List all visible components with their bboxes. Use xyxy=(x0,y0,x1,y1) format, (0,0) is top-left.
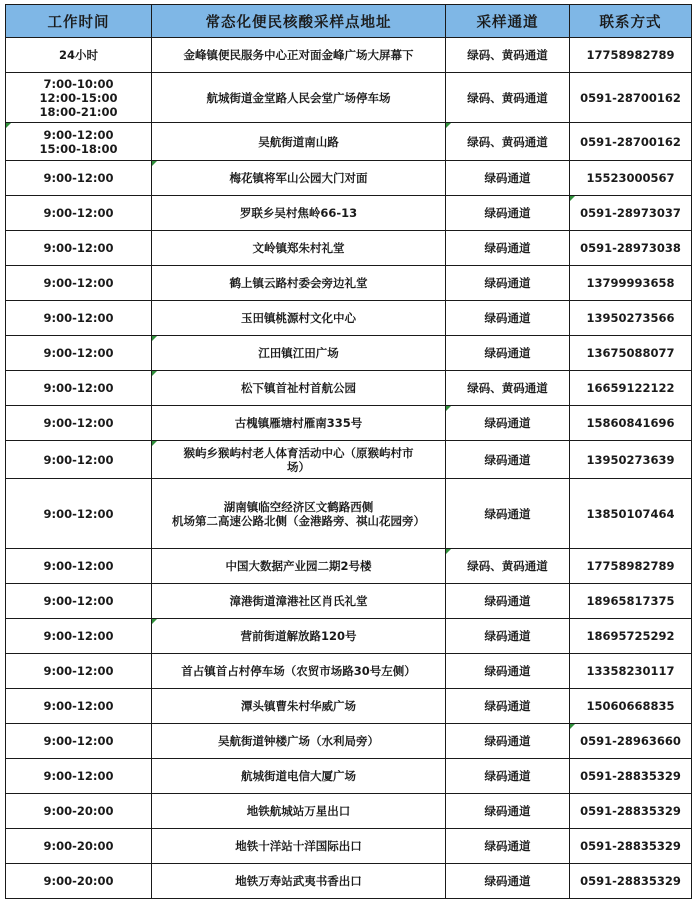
cell-channel: 绿码通道 xyxy=(446,161,570,196)
cell-time: 9:00-12:00 xyxy=(6,196,152,231)
cell-time: 7:00-10:00 12:00-15:00 18:00-21:00 xyxy=(6,73,152,123)
cell-address: 漳港街道漳港社区肖氏礼堂 xyxy=(152,584,446,619)
cell-time: 9:00-12:00 xyxy=(6,724,152,759)
cell-time: 9:00-12:00 xyxy=(6,336,152,371)
cell-phone: 0591-28973038 xyxy=(570,231,692,266)
table-row xyxy=(6,406,692,441)
table-row xyxy=(6,161,692,196)
cell-channel: 绿码通道 xyxy=(446,301,570,336)
cell-channel: 绿码通道 xyxy=(446,584,570,619)
cell-channel: 绿码、黄码通道 xyxy=(446,73,570,123)
cell-channel: 绿码、黄码通道 xyxy=(446,38,570,73)
cell-time: 24小时 xyxy=(6,38,152,73)
header-contact: 联系方式 xyxy=(570,5,692,38)
cell-phone: 0591-28973037 xyxy=(570,196,692,231)
table-body xyxy=(6,38,692,899)
cell-time: 9:00-12:00 xyxy=(6,161,152,196)
cell-channel: 绿码通道 xyxy=(446,266,570,301)
cell-address: 吴航街道钟楼广场（水利局旁） xyxy=(152,724,446,759)
cell-time: 9:00-12:00 xyxy=(6,406,152,441)
cell-address: 江田镇江田广场 xyxy=(152,336,446,371)
cell-time: 9:00-12:00 xyxy=(6,654,152,689)
cell-address: 航城街道电信大厦广场 xyxy=(152,759,446,794)
table-row xyxy=(6,336,692,371)
cell-channel: 绿码、黄码通道 xyxy=(446,549,570,584)
cell-address: 潭头镇曹朱村华威广场 xyxy=(152,689,446,724)
cell-channel: 绿码通道 xyxy=(446,724,570,759)
cell-phone: 0591-28835329 xyxy=(570,829,692,864)
table-row xyxy=(6,619,692,654)
cell-time: 9:00-12:00 15:00-18:00 xyxy=(6,123,152,161)
table-row xyxy=(6,196,692,231)
cell-phone: 15060668835 xyxy=(570,689,692,724)
cell-phone: 0591-28700162 xyxy=(570,73,692,123)
cell-channel: 绿码通道 xyxy=(446,406,570,441)
cell-time: 9:00-12:00 xyxy=(6,549,152,584)
cell-address: 猴屿乡猴屿村老人体育活动中心（原猴屿村市 场） xyxy=(152,441,446,479)
cell-channel: 绿码、黄码通道 xyxy=(446,371,570,406)
cell-time: 9:00-20:00 xyxy=(6,864,152,899)
table-row xyxy=(6,549,692,584)
header-address: 常态化便民核酸采样点地址 xyxy=(152,5,446,38)
cell-address: 地铁航城站万星出口 xyxy=(152,794,446,829)
sampling-sites-table xyxy=(5,4,692,899)
cell-phone: 13950273639 xyxy=(570,441,692,479)
cell-channel: 绿码通道 xyxy=(446,829,570,864)
table-row xyxy=(6,689,692,724)
cell-address: 文岭镇郑朱村礼堂 xyxy=(152,231,446,266)
cell-address: 金峰镇便民服务中心正对面金峰广场大屏幕下 xyxy=(152,38,446,73)
table-row xyxy=(6,864,692,899)
cell-time: 9:00-12:00 xyxy=(6,759,152,794)
cell-address: 玉田镇桃源村文化中心 xyxy=(152,301,446,336)
cell-time: 9:00-12:00 xyxy=(6,441,152,479)
cell-time: 9:00-20:00 xyxy=(6,794,152,829)
cell-phone: 18965817375 xyxy=(570,584,692,619)
cell-phone: 13950273566 xyxy=(570,301,692,336)
table-row xyxy=(6,724,692,759)
cell-channel: 绿码通道 xyxy=(446,441,570,479)
table-row xyxy=(6,38,692,73)
cell-address: 航城街道金堂路人民会堂广场停车场 xyxy=(152,73,446,123)
cell-time: 9:00-12:00 xyxy=(6,584,152,619)
cell-phone: 17758982789 xyxy=(570,549,692,584)
cell-time: 9:00-12:00 xyxy=(6,231,152,266)
cell-phone: 0591-28835329 xyxy=(570,794,692,829)
cell-phone: 0591-28835329 xyxy=(570,759,692,794)
cell-phone: 15523000567 xyxy=(570,161,692,196)
cell-phone: 0591-28963660 xyxy=(570,724,692,759)
cell-address: 地铁十洋站十洋国际出口 xyxy=(152,829,446,864)
cell-address: 罗联乡吴村焦岭66-13 xyxy=(152,196,446,231)
cell-address: 松下镇首祉村首航公园 xyxy=(152,371,446,406)
cell-phone: 13675088077 xyxy=(570,336,692,371)
cell-time: 9:00-12:00 xyxy=(6,371,152,406)
table-row xyxy=(6,123,692,161)
cell-time: 9:00-12:00 xyxy=(6,479,152,549)
table-row xyxy=(6,441,692,479)
cell-address: 首占镇首占村停车场（农贸市场路30号左侧） xyxy=(152,654,446,689)
table-row xyxy=(6,266,692,301)
table-row xyxy=(6,301,692,336)
cell-address: 吴航街道南山路 xyxy=(152,123,446,161)
cell-address: 古槐镇雁塘村雁南335号 xyxy=(152,406,446,441)
table-row xyxy=(6,371,692,406)
cell-channel: 绿码通道 xyxy=(446,619,570,654)
table-row xyxy=(6,794,692,829)
cell-address: 中国大数据产业园二期2号楼 xyxy=(152,549,446,584)
header-channel: 采样通道 xyxy=(446,5,570,38)
cell-phone: 18695725292 xyxy=(570,619,692,654)
cell-channel: 绿码、黄码通道 xyxy=(446,123,570,161)
cell-channel: 绿码通道 xyxy=(446,689,570,724)
table-row xyxy=(6,231,692,266)
cell-time: 9:00-12:00 xyxy=(6,619,152,654)
table-row xyxy=(6,479,692,549)
table-row xyxy=(6,759,692,794)
cell-channel: 绿码通道 xyxy=(446,196,570,231)
cell-channel: 绿码通道 xyxy=(446,231,570,266)
cell-phone: 17758982789 xyxy=(570,38,692,73)
cell-channel: 绿码通道 xyxy=(446,864,570,899)
cell-time: 9:00-12:00 xyxy=(6,301,152,336)
table-row xyxy=(6,73,692,123)
cell-channel: 绿码通道 xyxy=(446,759,570,794)
cell-channel: 绿码通道 xyxy=(446,794,570,829)
table-header xyxy=(6,5,692,38)
table-row xyxy=(6,654,692,689)
cell-channel: 绿码通道 xyxy=(446,479,570,549)
cell-phone: 13850107464 xyxy=(570,479,692,549)
cell-channel: 绿码通道 xyxy=(446,336,570,371)
cell-address: 地铁万寿站武夷书香出口 xyxy=(152,864,446,899)
cell-phone: 13799993658 xyxy=(570,266,692,301)
table-row xyxy=(6,584,692,619)
cell-phone: 13358230117 xyxy=(570,654,692,689)
cell-channel: 绿码通道 xyxy=(446,654,570,689)
cell-time: 9:00-12:00 xyxy=(6,266,152,301)
cell-address: 鹤上镇云路村委会旁边礼堂 xyxy=(152,266,446,301)
cell-address: 梅花镇将军山公园大门对面 xyxy=(152,161,446,196)
cell-address: 营前街道解放路120号 xyxy=(152,619,446,654)
header-row xyxy=(6,5,692,38)
cell-phone: 0591-28835329 xyxy=(570,864,692,899)
cell-phone: 16659122122 xyxy=(570,371,692,406)
cell-phone: 0591-28700162 xyxy=(570,123,692,161)
cell-time: 9:00-20:00 xyxy=(6,829,152,864)
table-row xyxy=(6,829,692,864)
cell-phone: 15860841696 xyxy=(570,406,692,441)
cell-address: 湖南镇临空经济区文鹤路西侧 机场第二高速公路北侧（金港路旁、祺山花园旁） xyxy=(152,479,446,549)
header-time: 工作时间 xyxy=(6,5,152,38)
cell-time: 9:00-12:00 xyxy=(6,689,152,724)
